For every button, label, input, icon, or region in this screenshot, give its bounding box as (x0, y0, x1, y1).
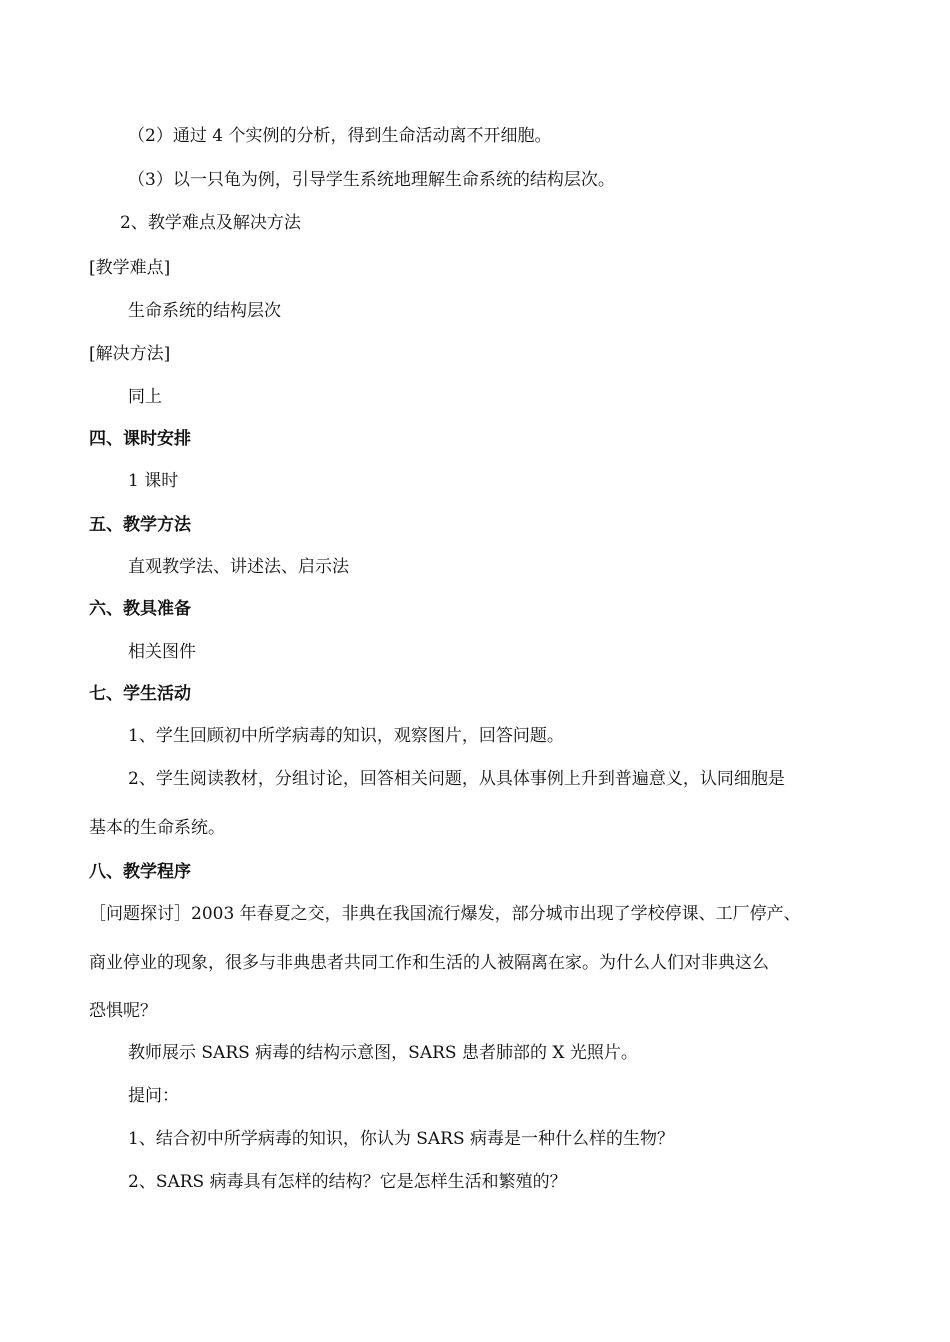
text-line-class-hours: 1 课时 (128, 471, 179, 491)
text-line-teacher-shows: 教师展示 SARS 病毒的结构示意图，SARS 患者肺部的 X 光照片。 (128, 1043, 638, 1063)
text-line-1: （2）通过 4 个实例的分析，得到生命活动离不开细胞。 (128, 126, 552, 146)
label-teaching-difficulty: [教学难点] (89, 258, 171, 278)
text-line-activity-1: 1、学生回顾初中所学病毒的知识，观察图片，回答问题。 (128, 726, 564, 746)
section-heading-5: 五、教学方法 (89, 515, 191, 535)
text-line-solution: 同上 (128, 387, 162, 407)
text-line-problem-2: 商业停业的现象，很多与非典患者共同工作和生活的人被隔离在家。为什么人们对非典这么 (89, 953, 769, 973)
text-line-materials: 相关图件 (128, 642, 196, 662)
text-line-question-2: 2、SARS 病毒具有怎样的结构？它是怎样生活和繁殖的？ (128, 1172, 567, 1192)
section-heading-4: 四、课时安排 (89, 429, 191, 449)
text-line-problem-1: ［问题探讨］2003 年春夏之交，非典在我国流行爆发，部分城市出现了学校停课、工厂停产、 (89, 904, 801, 924)
label-solution: [解决方法] (89, 344, 171, 364)
text-line-problem-3: 恐惧呢？ (89, 1001, 157, 1021)
text-line-2: （3）以一只龟为例，引导学生系统地理解生命系统的结构层次。 (128, 170, 615, 190)
text-line-methods: 直观教学法、讲述法、启示法 (128, 557, 349, 577)
text-line-difficulty: 生命系统的结构层次 (128, 301, 281, 321)
text-line-activity-2-cont: 基本的生命系统。 (89, 818, 225, 838)
text-line-question-1: 1、结合初中所学病毒的知识，你认为 SARS 病毒是一种什么样的生物？ (128, 1129, 674, 1149)
section-heading-6: 六、教具准备 (89, 599, 191, 619)
section-heading-8: 八、教学程序 (89, 862, 191, 882)
subsection-heading-difficulties: 2、教学难点及解决方法 (120, 213, 301, 233)
text-line-question-label: 提问： (128, 1086, 179, 1106)
text-line-activity-2: 2、学生阅读教材，分组讨论，回答相关问题，从具体事例上升到普遍意义，认同细胞是 (128, 769, 785, 789)
section-heading-7: 七、学生活动 (89, 684, 191, 704)
